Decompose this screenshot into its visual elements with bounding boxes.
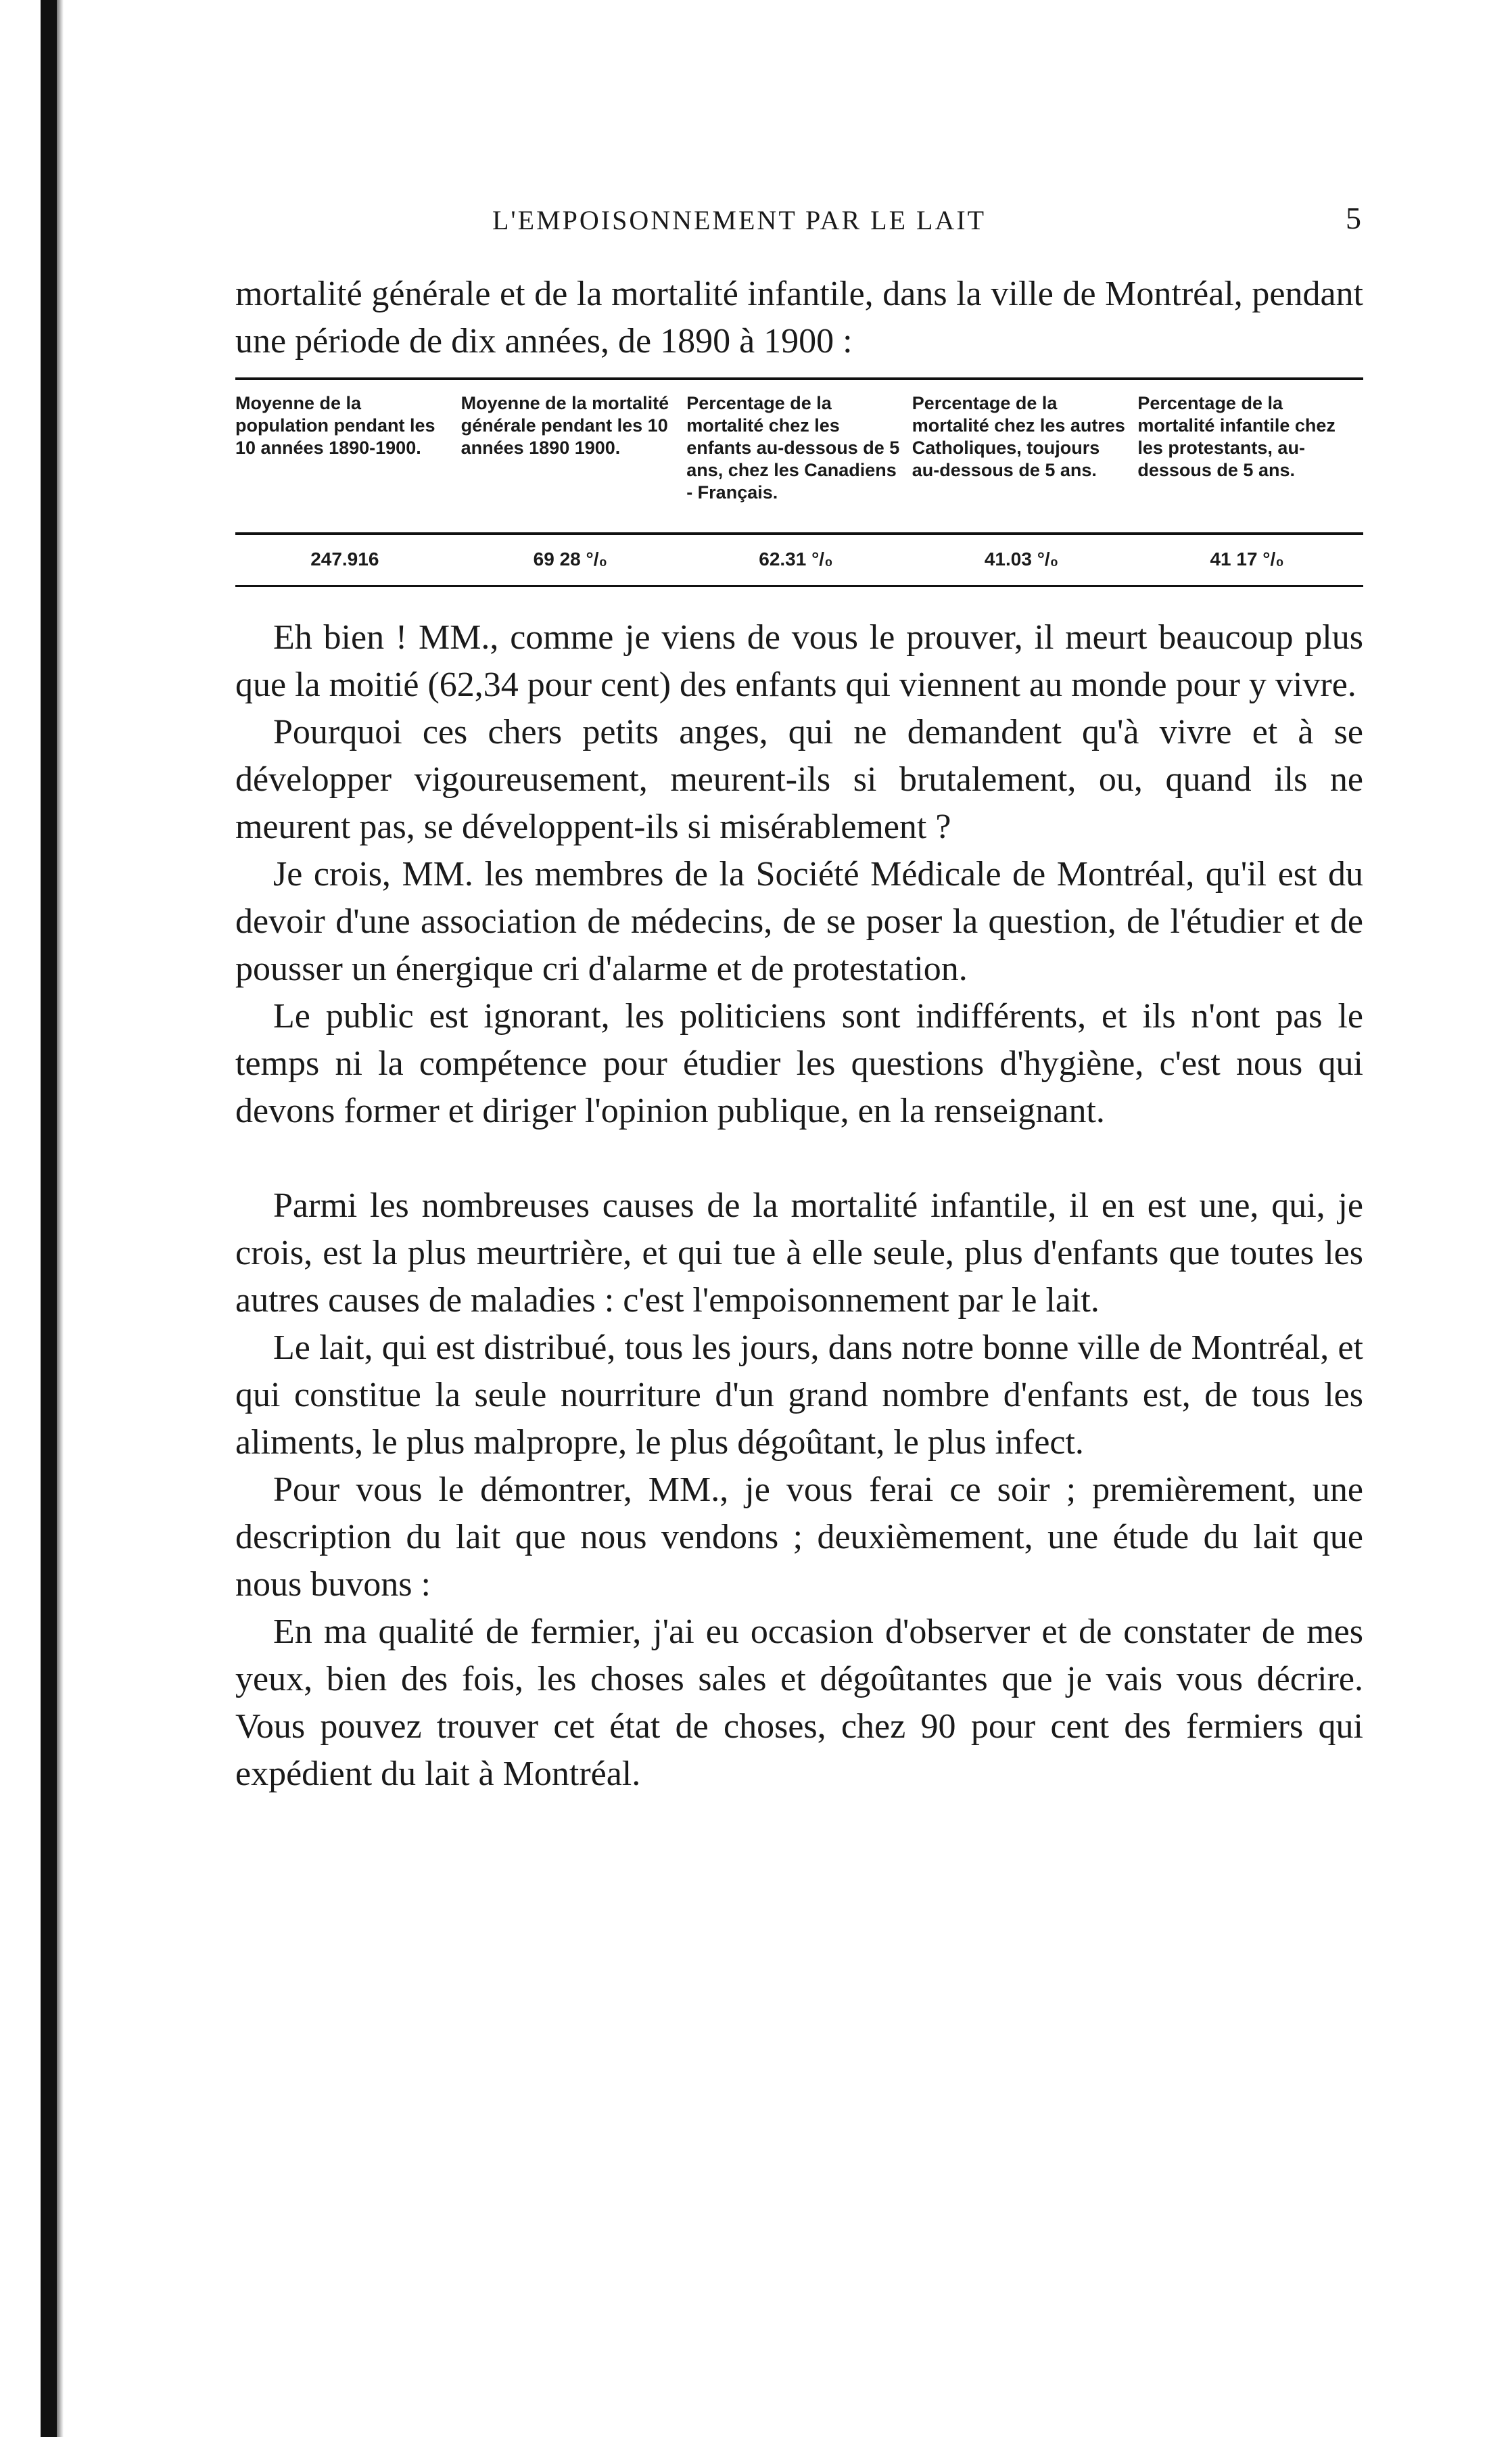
table-header-french-canadian: Percentage de la mortalité chez les enfants au-dessous de 5 ans, chez les Canadiens - Français.: [686, 379, 912, 534]
table-row: [235, 534, 1363, 586]
mortality-table: [235, 377, 1363, 587]
scan-binding-edge: [41, 0, 57, 2437]
table-cell-population: 247.916: [235, 534, 461, 586]
table-cell-other-catholics: 41.03 °/₀: [912, 534, 1138, 586]
paragraph: Pour vous le démontrer, MM., je vous ferai ce soir ; premièrement, une description du lait que nous vendons ; deuxièmement, une étude du lait que nous buvons :: [235, 1470, 1363, 1604]
book-page: [235, 196, 1363, 1798]
paragraph: Pourquoi ces chers petits anges, qui ne demandent qu'à vivre et à se développer vigoureusement, meurent-ils si brutalement, ou, quand ils ne meurent pas, se développent-ils si misérablement ?: [235, 713, 1363, 846]
paragraph: Le public est ignorant, les politiciens sont indifférents, et ils n'ont pas le temps ni la compétence pour étudier les questions d'hygiène, c'est nous qui devons former et diriger l'opinion publique, en la renseignant.: [235, 997, 1363, 1130]
scan-binding-shadow: [57, 0, 64, 2437]
running-title: L'EMPOISONNEMENT PAR LE LAIT: [492, 205, 987, 235]
paragraph: Eh bien ! MM., comme je viens de vous le prouver, il meurt beaucoup plus que la moitié (62,34 pour cent) des enfants qui viennent au monde pour y vivre.: [235, 618, 1363, 704]
body-text: [235, 614, 1363, 1798]
table-header-population: Moyenne de la population pendant les 10 années 1890-1900.: [235, 379, 461, 534]
table-header-general-mortality: Moyenne de la mortalité générale pendant les 10 années 1890 1900.: [461, 379, 687, 534]
table-cell-french-canadian: 62.31 °/₀: [686, 534, 912, 586]
paragraph: Parmi les nombreuses causes de la mortalité infantile, il en est une, qui, je crois, est la plus meurtrière, et qui tue à elle seule, plus d'enfants que toutes les autres causes de maladies : c'est l'empoisonnement par le lait.: [235, 1186, 1363, 1320]
paragraph: Je crois, MM. les membres de la Société Médicale de Montréal, qu'il est du devoir d'une association de médecins, de se poser la question, de l'étudier et de pousser un énergique cri d'alarme et de protestation.: [235, 855, 1363, 988]
paragraph: En ma qualité de fermier, j'ai eu occasion d'observer et de constater de mes yeux, bien des fois, les choses sales et dégoûtantes que je vais vous décrire. Vous pouvez trouver cet état de choses, chez 90 pour cent des fermiers qui expédient du lait à Montréal.: [235, 1612, 1363, 1793]
table-cell-protestants: 41 17 °/₀: [1137, 534, 1363, 586]
table-header-protestants: Percentage de la mortalité infantile chez les protestants, au-dessous de 5 ans.: [1137, 379, 1363, 534]
table-header-other-catholics: Percentage de la mortalité chez les autres Catholiques, toujours au-dessous de 5 ans.: [912, 379, 1138, 534]
running-header: [235, 196, 1363, 250]
page-number: 5: [1346, 201, 1363, 235]
intro-paragraph: mortalité générale et de la mortalité infantile, dans la ville de Montréal, pendant une période de dix années, de 1890 à 1900 :: [235, 275, 1363, 361]
table-cell-general-mortality: 69 28 °/₀: [461, 534, 687, 586]
paragraph: Le lait, qui est distribué, tous les jours, dans notre bonne ville de Montréal, et qui constitue la seule nourriture d'un grand nombre d'enfants est, de tous les aliments, le plus malpropre, le plus dégoûtant, le plus infect.: [235, 1328, 1363, 1462]
table-header-row: [235, 379, 1363, 534]
